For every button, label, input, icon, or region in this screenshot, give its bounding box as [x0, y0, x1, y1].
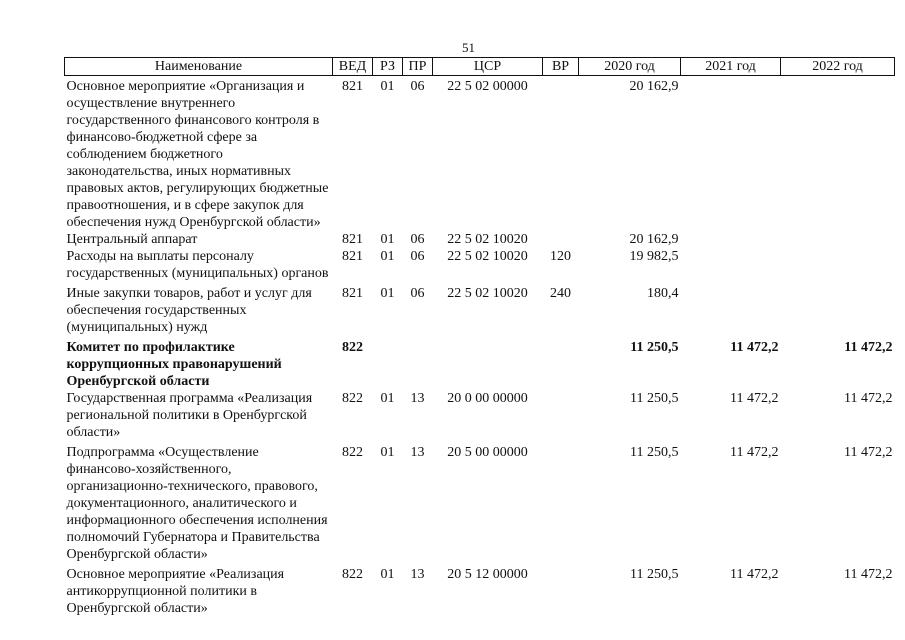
header-2021: 2021 год: [681, 58, 781, 76]
row-name: Государственная программа «Реализация региональной политики в Оренбургской области»: [66, 391, 313, 440]
row-csr: 22 5 02 10020: [447, 286, 528, 301]
row-2021: 11 472,2: [730, 567, 779, 582]
row-2020: 11 250,5: [630, 391, 679, 406]
row-rz: 01: [380, 567, 395, 582]
header-ved: ВЕД: [333, 58, 373, 76]
row-vr: [543, 390, 579, 441]
row-name: Иные закупки товаров, работ и услуг для обеспечения государственных (муниципальных) нужд: [66, 286, 312, 335]
row-2022: 11 472,2: [844, 445, 893, 460]
row-rz: 01: [380, 249, 395, 264]
header-rz: РЗ: [373, 58, 403, 76]
row-ved: 822: [342, 391, 363, 406]
header-csr: ЦСР: [433, 58, 543, 76]
row-2021: 11 472,2: [730, 445, 779, 460]
row-vr: [543, 563, 579, 617]
row-2022: 11 472,2: [844, 567, 893, 582]
row-pr: 06: [410, 232, 425, 247]
row-2020: 20 162,9: [629, 232, 679, 247]
row-csr: [433, 336, 543, 390]
row-2021: 11 472,2: [730, 391, 779, 406]
header-vr: ВР: [543, 58, 579, 76]
row-2020: 11 250,5: [630, 445, 679, 460]
header-2022: 2022 год: [781, 58, 895, 76]
table-row: [65, 336, 895, 390]
row-name: Центральный аппарат: [66, 232, 198, 247]
row-csr: 20 5 00 00000: [447, 445, 528, 460]
table-row: [65, 441, 895, 563]
row-vr: 240: [550, 286, 571, 301]
row-2021: [681, 248, 781, 282]
row-vr: [543, 336, 579, 390]
row-ved: 822: [342, 340, 363, 355]
row-name: Основное мероприятие «Организация и осуществление внутреннего государственного финансового контроля в финансово-бюджетной сфере за соблюдением бюджетного законодательства, иных нормативных правовых актов, регулирующих бюджетные правоотношения, и в сфере закупок для обеспечения нужд Оренбургской области»: [66, 79, 329, 230]
row-2022: 11 472,2: [844, 391, 893, 406]
row-pr: 06: [410, 79, 425, 94]
table-row: [65, 390, 895, 441]
table-row: [65, 231, 895, 248]
row-2022: [781, 248, 895, 282]
table-row: [65, 282, 895, 336]
table-row: [65, 563, 895, 617]
row-vr: [543, 441, 579, 563]
row-csr: 20 0 00 00000: [447, 391, 528, 406]
row-2022: [781, 282, 895, 336]
row-2021: [681, 231, 781, 248]
row-rz: 01: [380, 232, 395, 247]
header-pr: ПР: [403, 58, 433, 76]
row-name: Подпрограмма «Осуществление финансово-хозяйственного, организационно-технического, правового, документационного, аналитического и информационного обеспечения исполнения полномочий Губернатора и Правительства Оренбургской области»: [66, 445, 328, 562]
row-2022: 11 472,2: [844, 340, 893, 355]
row-rz: [373, 336, 403, 390]
header-name: Наименование: [65, 58, 333, 76]
row-pr: 06: [410, 249, 425, 264]
table-row: [65, 248, 895, 282]
row-rz: 01: [380, 286, 395, 301]
row-name: Комитет по профилактике коррупционных правонарушений Оренбургской области: [66, 340, 282, 389]
table-row: [65, 76, 895, 232]
row-ved: 822: [342, 567, 363, 582]
header-2020: 2020 год: [579, 58, 681, 76]
row-2020: 180,4: [647, 286, 679, 301]
row-vr: 120: [550, 249, 571, 264]
row-2021: [681, 282, 781, 336]
row-csr: 22 5 02 10020: [447, 232, 528, 247]
row-ved: 821: [342, 286, 363, 301]
row-pr: [403, 336, 433, 390]
row-ved: 821: [342, 232, 363, 247]
row-csr: 22 5 02 00000: [447, 79, 528, 94]
row-name: Расходы на выплаты персоналу государственных (муниципальных) органов: [66, 249, 329, 281]
row-vr: [543, 76, 579, 232]
row-csr: 20 5 12 00000: [447, 567, 528, 582]
row-pr: 06: [410, 286, 425, 301]
row-2020: 20 162,9: [629, 79, 679, 94]
row-ved: 821: [342, 79, 363, 94]
row-rz: 01: [380, 445, 395, 460]
row-csr: 22 5 02 10020: [447, 249, 528, 264]
row-rz: 01: [380, 79, 395, 94]
page-number: 51: [462, 40, 475, 55]
row-pr: 13: [410, 567, 425, 582]
row-pr: 13: [410, 445, 425, 460]
row-2021: [681, 76, 781, 232]
row-2020: 19 982,5: [629, 249, 679, 264]
row-name: Основное мероприятие «Реализация антикоррупционной политики в Оренбургской области»: [66, 567, 285, 616]
row-rz: 01: [380, 391, 395, 406]
row-2022: [781, 76, 895, 232]
budget-table: [64, 57, 895, 617]
row-vr: [543, 231, 579, 248]
row-2020: 11 250,5: [630, 340, 679, 355]
header-row: [65, 58, 895, 76]
row-2020: 11 250,5: [630, 567, 679, 582]
row-ved: 822: [342, 445, 363, 460]
row-2022: [781, 231, 895, 248]
row-2021: 11 472,2: [730, 340, 779, 355]
row-ved: 821: [342, 249, 363, 264]
row-pr: 13: [410, 391, 425, 406]
